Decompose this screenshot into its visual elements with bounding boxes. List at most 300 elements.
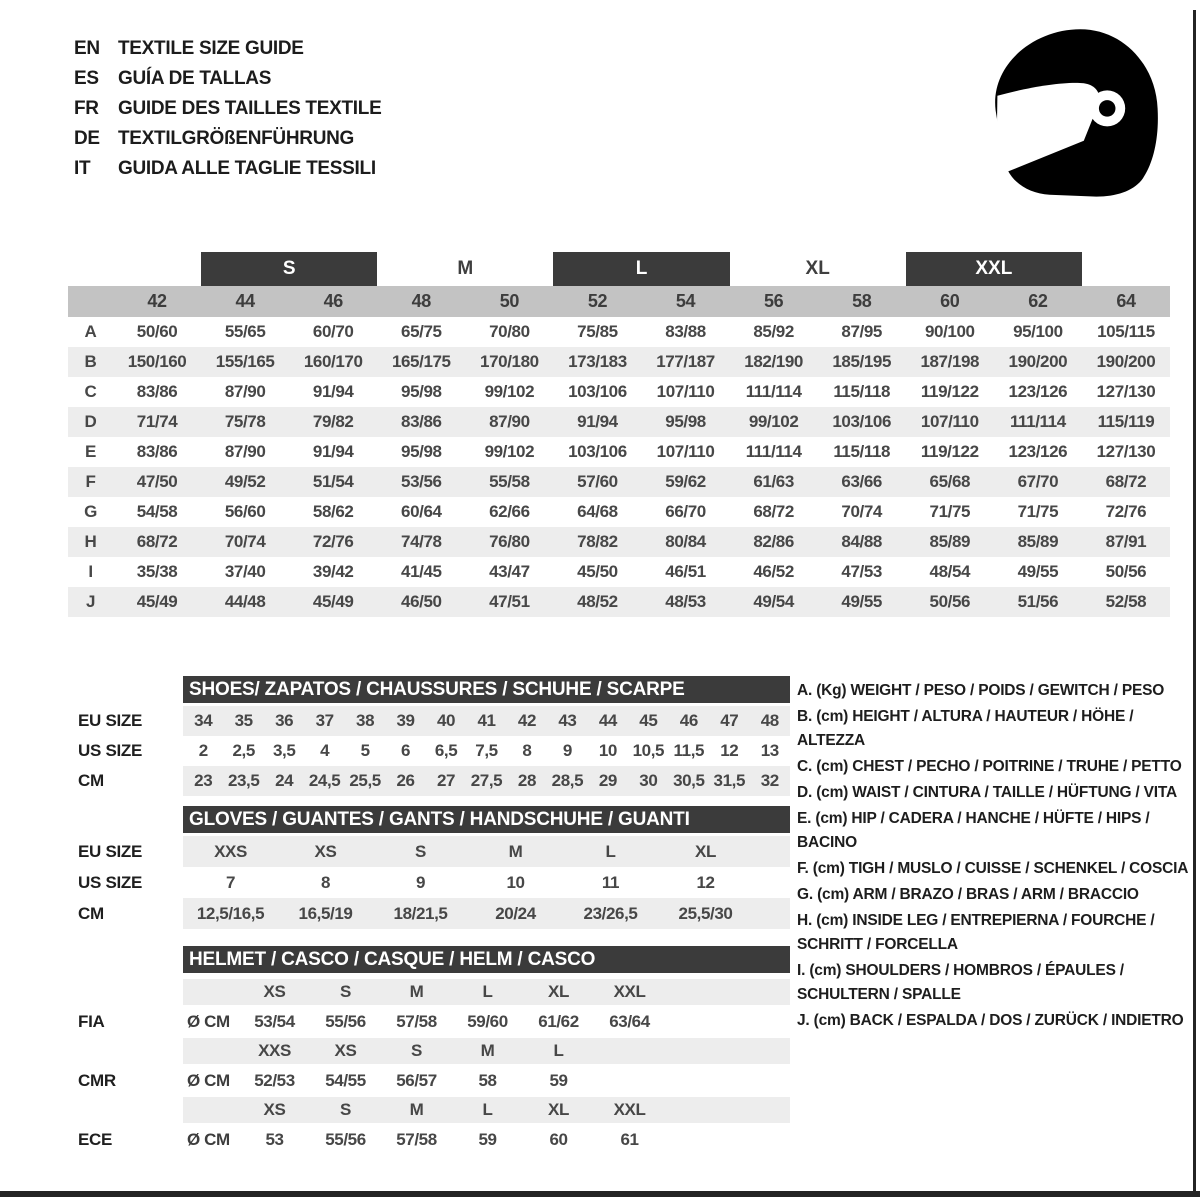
shoes-rows bbox=[78, 706, 790, 796]
measurement-value: 71/74 bbox=[136, 412, 178, 431]
measurement-value: 75/85 bbox=[577, 322, 618, 341]
measurement-value: 46/51 bbox=[665, 562, 706, 581]
size-value: XL bbox=[695, 841, 716, 861]
measurement-value: 50/56 bbox=[1105, 562, 1147, 581]
shoes-size-row bbox=[78, 736, 790, 766]
measurement-value: 51/56 bbox=[1017, 592, 1059, 611]
row-values bbox=[183, 706, 790, 736]
row-label bbox=[78, 1097, 183, 1123]
size-group-xxl: XXL bbox=[906, 252, 1082, 286]
size-value: 26 bbox=[396, 771, 415, 790]
row-label: A bbox=[84, 322, 97, 341]
measurement-value: 83/86 bbox=[136, 442, 178, 461]
measurement-value: 61/63 bbox=[753, 472, 794, 491]
row-label: EU SIZE bbox=[78, 711, 143, 730]
size-value: 6,5 bbox=[434, 741, 458, 760]
size-value: 3,5 bbox=[272, 741, 296, 760]
size-value: 44 bbox=[598, 711, 617, 730]
size-value: 18/21,5 bbox=[393, 903, 448, 923]
helmet-size-value: 59 bbox=[549, 1070, 568, 1090]
helmet-size-label: XL bbox=[548, 982, 569, 1001]
numeric-size: 42 bbox=[147, 291, 167, 311]
measurement-value: 63/66 bbox=[841, 472, 882, 491]
numeric-size: 46 bbox=[323, 291, 343, 311]
numeric-size: 50 bbox=[499, 291, 519, 311]
diameter-unit: Ø CM bbox=[187, 1129, 230, 1149]
measurement-value: 80/84 bbox=[665, 532, 706, 551]
size-value: 34 bbox=[194, 711, 213, 730]
language-title: GUIDA ALLE TAGLIE TESSILI bbox=[118, 158, 376, 179]
language-code: FR bbox=[74, 98, 99, 119]
measurement-value: 70/74 bbox=[224, 532, 266, 551]
numeric-size: 48 bbox=[411, 291, 431, 311]
measurement-value: 165/175 bbox=[391, 352, 451, 371]
size-value: 2 bbox=[198, 741, 208, 760]
size-value: 23,5 bbox=[227, 771, 260, 790]
measurement-row bbox=[68, 317, 1170, 347]
legend-item: C. (cm) CHEST / PECHO / POITRINE / TRUHE / PETTO bbox=[797, 758, 1182, 775]
size-value: 25,5/30 bbox=[678, 903, 733, 923]
measurement-value: 51/54 bbox=[312, 472, 354, 491]
measurement-value: 47/50 bbox=[136, 472, 178, 491]
measurement-value: 95/98 bbox=[665, 412, 706, 431]
measurement-row bbox=[68, 347, 1170, 377]
row-label bbox=[78, 1038, 183, 1064]
row-values bbox=[183, 1123, 790, 1156]
measurement-value: 46/50 bbox=[401, 592, 442, 611]
measurement-value: 71/75 bbox=[929, 502, 971, 521]
language-code: IT bbox=[74, 158, 91, 179]
measurement-value: 91/94 bbox=[312, 382, 354, 401]
row-label: G bbox=[84, 502, 97, 521]
legend-item: J. (cm) BACK / ESPALDA / DOS / ZURÜCK / INDIETRO bbox=[797, 1012, 1184, 1029]
size-value: 5 bbox=[360, 741, 370, 760]
standard-label: CMR bbox=[78, 1070, 116, 1090]
measurement-value: 111/114 bbox=[745, 442, 802, 461]
size-group-l: L bbox=[553, 252, 729, 286]
size-value: 38 bbox=[356, 711, 375, 730]
row-label bbox=[68, 286, 113, 317]
row-label: C bbox=[84, 382, 97, 401]
measurement-value: 111/114 bbox=[745, 382, 802, 401]
language-row bbox=[74, 94, 381, 124]
helmet-size-value: 57/58 bbox=[396, 1129, 437, 1149]
row-values bbox=[183, 1038, 790, 1064]
gloves-rows bbox=[78, 836, 790, 929]
measurement-value: 103/106 bbox=[568, 442, 627, 461]
gloves-section-title: GLOVES / GUANTES / GANTS / HANDSCHUHE / GUANTI bbox=[183, 806, 790, 833]
size-value: 41 bbox=[477, 711, 496, 730]
measurement-value: 190/200 bbox=[1096, 352, 1156, 371]
measurement-value: 39/42 bbox=[312, 562, 354, 581]
measurement-value: 99/102 bbox=[484, 382, 535, 401]
size-value: 9 bbox=[562, 741, 572, 760]
size-value: 10 bbox=[506, 872, 525, 892]
helmet-value-row bbox=[78, 1064, 790, 1097]
size-value: 35 bbox=[234, 711, 253, 730]
measurement-value: 182/190 bbox=[744, 352, 803, 371]
language-code: ES bbox=[74, 68, 99, 89]
measurement-value: 76/80 bbox=[489, 532, 530, 551]
helmet-size-label: S bbox=[411, 1041, 422, 1060]
helmet-size-value: 57/58 bbox=[396, 1011, 437, 1031]
racing-helmet-icon bbox=[982, 22, 1164, 202]
language-row bbox=[74, 154, 381, 184]
measurement-value: 123/126 bbox=[1008, 382, 1068, 401]
measurement-value: 68/72 bbox=[136, 532, 178, 551]
measurement-value: 43/47 bbox=[489, 562, 530, 581]
size-value: 4 bbox=[320, 741, 330, 760]
measurement-value: 91/94 bbox=[312, 442, 354, 461]
size-value: 10 bbox=[598, 741, 617, 760]
size-value: 37 bbox=[315, 711, 334, 730]
helmet-size-header-row bbox=[78, 979, 790, 1005]
measurement-value: 87/90 bbox=[224, 382, 266, 401]
measurement-value: 67/70 bbox=[1017, 472, 1059, 491]
row-label: CM bbox=[78, 771, 104, 790]
legend-item: G. (cm) ARM / BRAZO / BRAS / ARM / BRACCIO bbox=[797, 886, 1139, 903]
helmet-rows bbox=[78, 979, 790, 1156]
legend bbox=[797, 679, 1197, 1035]
size-value: 11,5 bbox=[673, 741, 705, 760]
helmet-size-label: L bbox=[553, 1041, 564, 1060]
shoes-section-title: SHOES/ ZAPATOS / CHAUSSURES / SCHUHE / SCARPE bbox=[183, 676, 790, 703]
helmet-size-label: XS bbox=[334, 1041, 357, 1060]
legend-item: D. (cm) WAIST / CINTURA / TAILLE / HÜFTUNG / VITA bbox=[797, 784, 1177, 801]
row-label: E bbox=[85, 442, 96, 461]
size-value: 29 bbox=[598, 771, 617, 790]
helmet-size-label: XL bbox=[548, 1100, 569, 1119]
measurement-value: 127/130 bbox=[1096, 382, 1156, 401]
measurement-value: 64/68 bbox=[577, 502, 618, 521]
size-value: 47 bbox=[720, 711, 739, 730]
gloves-size-row bbox=[78, 898, 790, 929]
row-label: B bbox=[84, 352, 97, 371]
helmet-size-label: XXL bbox=[613, 1100, 646, 1119]
measurement-value: 47/51 bbox=[489, 592, 530, 611]
measurement-row bbox=[68, 437, 1170, 467]
measurement-value: 72/76 bbox=[1105, 502, 1147, 521]
helmet-size-label: XXS bbox=[258, 1041, 291, 1060]
measurement-value: 60/64 bbox=[401, 502, 442, 521]
diameter-unit: Ø CM bbox=[187, 1070, 230, 1090]
size-value: 28 bbox=[517, 771, 536, 790]
size-value: 43 bbox=[558, 711, 577, 730]
measurement-value: 85/89 bbox=[929, 532, 971, 551]
helmet-size-label: XXL bbox=[613, 982, 646, 1001]
measurement-value: 170/180 bbox=[480, 352, 539, 371]
language-title: TEXTILE SIZE GUIDE bbox=[118, 38, 304, 59]
size-group-xl: XL bbox=[805, 258, 830, 279]
measurement-value: 72/76 bbox=[312, 532, 354, 551]
row-label: EU SIZE bbox=[78, 841, 143, 861]
measurement-value: 107/110 bbox=[656, 442, 715, 461]
row-values bbox=[183, 1097, 790, 1123]
numeric-size: 64 bbox=[1116, 291, 1136, 311]
numeric-size: 54 bbox=[675, 291, 696, 311]
helmet-value-row bbox=[78, 1123, 790, 1156]
measurement-value: 150/160 bbox=[127, 352, 187, 371]
measurement-value: 49/55 bbox=[841, 592, 882, 611]
measurement-value: 59/62 bbox=[665, 472, 706, 491]
size-value: 39 bbox=[396, 711, 415, 730]
row-values bbox=[183, 836, 790, 867]
measurement-value: 49/54 bbox=[753, 592, 794, 611]
helmet-size-value: 61/62 bbox=[538, 1011, 579, 1031]
row-values bbox=[183, 979, 790, 1005]
measurement-value: 66/70 bbox=[665, 502, 706, 521]
size-value: 8 bbox=[320, 872, 331, 892]
legend-item: B. (cm) HEIGHT / ALTURA / HAUTEUR / HÖHE / ALTEZZA bbox=[797, 708, 1134, 749]
legend-item: A. (Kg) WEIGHT / PESO / POIDS / GEWITCH / PESO bbox=[797, 682, 1165, 699]
size-value: 32 bbox=[760, 771, 779, 790]
helmet-size-header-row bbox=[78, 1038, 790, 1064]
size-group-s: S bbox=[201, 252, 377, 286]
language-row bbox=[74, 124, 381, 154]
measurement-value: 60/70 bbox=[312, 322, 354, 341]
numeric-size-row bbox=[68, 286, 1170, 317]
helmet-section-title: HELMET / CASCO / CASQUE / HELM / CASCO bbox=[183, 946, 790, 973]
measurement-value: 177/187 bbox=[656, 352, 715, 371]
page-border-bottom bbox=[0, 1191, 1200, 1197]
measurement-value: 95/100 bbox=[1013, 322, 1063, 341]
measurement-value: 91/94 bbox=[577, 412, 618, 431]
row-label: US SIZE bbox=[78, 872, 143, 892]
helmet-size-value: 58 bbox=[478, 1070, 497, 1090]
size-value: 46 bbox=[679, 711, 698, 730]
gloves-section bbox=[78, 806, 790, 929]
measurement-value: 115/118 bbox=[833, 382, 891, 401]
measurement-value: 48/54 bbox=[929, 562, 971, 581]
row-label: CM bbox=[78, 903, 104, 923]
language-title: GUÍA DE TALLAS bbox=[118, 68, 272, 89]
measurement-value: 45/49 bbox=[312, 592, 354, 611]
size-col-gap bbox=[113, 252, 201, 286]
size-group-m: M bbox=[457, 258, 474, 279]
measurement-value: 57/60 bbox=[577, 472, 618, 491]
row-label: D bbox=[84, 412, 97, 431]
size-value: L bbox=[605, 841, 616, 861]
measurement-value: 95/98 bbox=[401, 382, 442, 401]
measurement-row bbox=[68, 407, 1170, 437]
size-value: 6 bbox=[401, 741, 411, 760]
measurement-value: 74/78 bbox=[401, 532, 442, 551]
measurement-value: 52/58 bbox=[1105, 592, 1147, 611]
measurement-value: 87/95 bbox=[841, 322, 882, 341]
helmet-size-label: L bbox=[482, 982, 493, 1001]
size-value: XXS bbox=[214, 841, 247, 861]
measurement-value: 65/75 bbox=[401, 322, 442, 341]
measurement-value: 37/40 bbox=[224, 562, 266, 581]
measurement-value: 65/68 bbox=[929, 472, 971, 491]
measurement-value: 53/56 bbox=[401, 472, 442, 491]
size-value: 30,5 bbox=[673, 771, 705, 790]
measurement-value: 87/91 bbox=[1105, 532, 1147, 551]
numeric-size: 62 bbox=[1028, 291, 1048, 311]
legend-item: I. (cm) SHOULDERS / HOMBROS / ÉPAULES / SCHULTERN / SPALLE bbox=[797, 962, 1124, 1003]
language-title: TEXTILGRÖßENFÜHRUNG bbox=[118, 128, 355, 149]
size-value: 12 bbox=[696, 872, 715, 892]
measurement-value: 68/72 bbox=[753, 502, 794, 521]
measurement-row bbox=[68, 527, 1170, 557]
row-values bbox=[183, 766, 790, 796]
helmet-size-value: 59/60 bbox=[467, 1011, 508, 1031]
standard-label: ECE bbox=[78, 1129, 113, 1149]
helmet-size-value: 55/56 bbox=[325, 1011, 366, 1031]
helmet-size-label: M bbox=[480, 1041, 495, 1060]
measurement-value: 111/114 bbox=[1009, 412, 1066, 431]
measurement-value: 83/86 bbox=[401, 412, 442, 431]
size-value: 45 bbox=[639, 711, 658, 730]
row-values bbox=[183, 736, 790, 766]
helmet-size-value: 52/53 bbox=[254, 1070, 295, 1090]
page-border-right bbox=[1193, 10, 1196, 1194]
row-label: J bbox=[85, 592, 96, 611]
size-value: 36 bbox=[275, 711, 294, 730]
measurement-value: 35/38 bbox=[136, 562, 178, 581]
size-value: 2,5 bbox=[232, 741, 255, 760]
measurement-value: 75/78 bbox=[224, 412, 266, 431]
measurement-value: 185/195 bbox=[832, 352, 892, 371]
measurement-value: 190/200 bbox=[1008, 352, 1068, 371]
measurement-value: 160/170 bbox=[303, 352, 363, 371]
size-value: S bbox=[415, 841, 426, 861]
helmet-size-label: S bbox=[340, 1100, 351, 1119]
size-value: 10,5 bbox=[632, 741, 665, 760]
measurement-value: 87/90 bbox=[489, 412, 530, 431]
measurement-value: 115/119 bbox=[1097, 412, 1155, 431]
helmet-size-value: 61 bbox=[620, 1129, 639, 1149]
helmet-size-label: M bbox=[409, 1100, 424, 1119]
row-label: I bbox=[88, 562, 93, 581]
measurement-value: 119/122 bbox=[920, 382, 979, 401]
helmet-size-label: S bbox=[340, 982, 351, 1001]
measurement-value: 173/183 bbox=[568, 352, 627, 371]
measurement-value: 55/65 bbox=[224, 322, 266, 341]
numeric-size: 58 bbox=[852, 291, 872, 311]
measurement-value: 47/53 bbox=[841, 562, 882, 581]
legend-item: E. (cm) HIP / CADERA / HANCHE / HÜFTE / HIPS / BACINO bbox=[797, 810, 1150, 851]
size-value: XS bbox=[314, 841, 337, 861]
measurement-value: 54/58 bbox=[136, 502, 178, 521]
measurement-value: 68/72 bbox=[1105, 472, 1147, 491]
legend-item: F. (cm) TIGH / MUSLO / CUISSE / SCHENKEL / COSCIA bbox=[797, 860, 1189, 877]
row-label: H bbox=[84, 532, 97, 551]
helmet-size-label: XS bbox=[263, 1100, 286, 1119]
shoes-section bbox=[78, 676, 790, 796]
helmet-size-value: 56/57 bbox=[396, 1070, 437, 1090]
measurement-value: 95/98 bbox=[401, 442, 442, 461]
unit-cell bbox=[183, 1038, 239, 1064]
size-value: 8 bbox=[522, 741, 532, 760]
size-value: 25,5 bbox=[349, 771, 381, 790]
measurement-row bbox=[68, 467, 1170, 497]
measurement-value: 107/110 bbox=[920, 412, 979, 431]
size-value: 23 bbox=[194, 771, 213, 790]
size-value: 13 bbox=[760, 741, 779, 760]
helmet-section bbox=[78, 946, 790, 1156]
gloves-size-row bbox=[78, 836, 790, 867]
measurement-value: 99/102 bbox=[484, 442, 535, 461]
measurement-value: 79/82 bbox=[312, 412, 354, 431]
size-value: 42 bbox=[517, 711, 536, 730]
numeric-size: 44 bbox=[235, 291, 255, 311]
measurement-value: 155/165 bbox=[215, 352, 275, 371]
measurement-value: 78/82 bbox=[577, 532, 618, 551]
size-value: 20/24 bbox=[495, 903, 536, 923]
row-label: F bbox=[85, 472, 96, 491]
size-value: 30 bbox=[639, 771, 658, 790]
measurement-value: 105/115 bbox=[1097, 322, 1155, 341]
helmet-value-row bbox=[78, 1005, 790, 1038]
measurement-value: 119/122 bbox=[920, 442, 979, 461]
racing-helmet-icon-svg bbox=[982, 22, 1164, 202]
measurement-row bbox=[68, 587, 1170, 617]
size-value: 12 bbox=[720, 741, 739, 760]
helmet-size-value: 54/55 bbox=[325, 1070, 366, 1090]
measurement-value: 71/75 bbox=[1017, 502, 1059, 521]
unit-cell bbox=[183, 1097, 239, 1123]
measurement-row bbox=[68, 377, 1170, 407]
measurement-value: 62/66 bbox=[489, 502, 530, 521]
measurement-value: 49/55 bbox=[1017, 562, 1059, 581]
helmet-size-header-row bbox=[78, 1097, 790, 1123]
size-value: 27,5 bbox=[470, 771, 503, 790]
measurement-value: 90/100 bbox=[924, 322, 975, 341]
measurement-value: 56/60 bbox=[224, 502, 266, 521]
measurement-value: 103/106 bbox=[568, 382, 627, 401]
row-label: US SIZE bbox=[78, 741, 143, 760]
language-code: EN bbox=[74, 38, 100, 59]
size-value: 16,5/19 bbox=[298, 903, 353, 923]
helmet-size-value: 63/64 bbox=[609, 1011, 650, 1031]
measurement-value: 123/126 bbox=[1008, 442, 1068, 461]
language-row bbox=[74, 64, 381, 94]
row-values bbox=[183, 898, 790, 929]
measurement-value: 127/130 bbox=[1096, 442, 1156, 461]
measurement-value: 58/62 bbox=[312, 502, 354, 521]
corner-cell bbox=[68, 252, 113, 286]
measurement-value: 115/118 bbox=[833, 442, 891, 461]
measurement-value: 83/86 bbox=[136, 382, 178, 401]
helmet-size-value: 53/54 bbox=[254, 1011, 295, 1031]
helmet-size-value: 59 bbox=[478, 1129, 497, 1149]
measurement-value: 46/52 bbox=[753, 562, 794, 581]
numeric-size: 56 bbox=[764, 291, 784, 311]
measurement-value: 87/90 bbox=[224, 442, 266, 461]
measurement-value: 85/89 bbox=[1017, 532, 1059, 551]
size-value: 7 bbox=[225, 872, 236, 892]
measurement-value: 70/80 bbox=[489, 322, 530, 341]
row-values bbox=[183, 867, 790, 898]
size-value: M bbox=[508, 841, 523, 861]
size-value: 24 bbox=[275, 771, 294, 790]
measurement-value: 55/58 bbox=[489, 472, 530, 491]
measurement-value: 107/110 bbox=[656, 382, 715, 401]
measurement-value: 82/86 bbox=[753, 532, 794, 551]
helmet-size-label: L bbox=[482, 1100, 493, 1119]
measurement-value: 99/102 bbox=[748, 412, 799, 431]
apparel-size-table bbox=[68, 252, 1170, 617]
unit-cell bbox=[183, 979, 239, 1005]
measurement-value: 45/49 bbox=[136, 592, 178, 611]
language-row bbox=[74, 34, 381, 64]
measurement-value: 41/45 bbox=[401, 562, 442, 581]
size-value: 9 bbox=[415, 872, 426, 892]
measurement-value: 44/48 bbox=[224, 592, 266, 611]
size-value: 11 bbox=[601, 872, 620, 892]
measurement-value: 49/52 bbox=[224, 472, 266, 491]
